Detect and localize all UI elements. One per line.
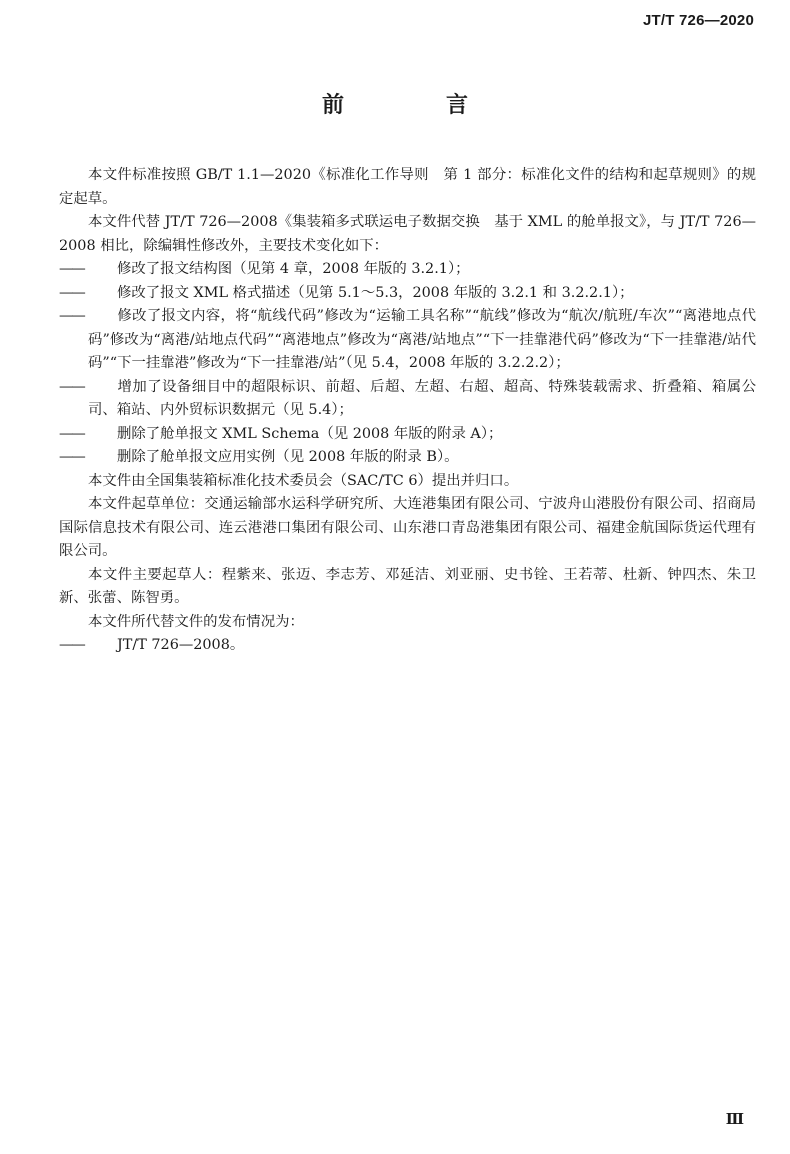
paragraph-replacement: 本文件代替 JT/T 726—2008《集装箱多式联运电子数据交换 基于 XML 的舱单报文》，与 JT/T 726—2008 相比，除编辑性修改外，主要技术变化如下： [59, 214, 756, 254]
dash-mark: —— [59, 449, 84, 465]
foreword-body [59, 164, 756, 658]
change-item-text: 修改了报文 XML 格式描述（见第 5.1～5.3，2008 年版的 3.2.1 和 3.2.2.1）； [117, 284, 634, 301]
change-item-text: 增加了设备细目中的超限标识、前超、后超、左超、右超、超高、特殊装载需求、折叠箱、箱属公司、箱站、内外贸标识数据元（见 5.4）； [88, 378, 756, 418]
paragraph-history-intro: 本文件所代替文件的发布情况为： [88, 613, 304, 630]
document-code: JT/T 726—2020 [643, 12, 754, 29]
history-item [59, 634, 756, 658]
change-item-text: 修改了报文结构图（见第 4 章，2008 年版的 3.2.1）； [117, 261, 470, 277]
dash-mark: —— [59, 284, 84, 301]
change-item-text: 删除了舱单报文 XML Schema（见 2008 年版的附录 A）； [117, 425, 503, 442]
paragraph-committee: 本文件由全国集装箱标准化技术委员会（SAC/TC 6）提出并归口。 [88, 472, 519, 489]
dash-mark: —— [59, 637, 84, 653]
dash-mark: —— [59, 378, 84, 395]
change-item [59, 423, 756, 447]
change-item [59, 305, 756, 376]
change-item [59, 282, 756, 306]
change-item-text: 删除了舱单报文应用实例（见 2008 年版的附录 B）。 [117, 449, 459, 465]
change-item-text: 修改了报文内容，将“航线代码”修改为“运输工具名称”“航线”修改为“航次/航班/车次”“离港地点代码”修改为“离港/站地点代码”“离港地点”修改为“离港/站地点”“下一挂靠港代码”修改为“下一挂靠港/站代码”“下一挂靠港”修改为“下一挂靠港/站”（见 5.4，2008 年版的 3.2.2.2）； [88, 308, 756, 371]
dash-mark: —— [59, 308, 84, 324]
paragraph-drafting-units: 本文件起草单位：交通运输部水运科学研究所、大连港集团有限公司、宁波舟山港股份有限公司、招商局国际信息技术有限公司、连云港港口集团有限公司、山东港口青岛港集团有限公司、福建金航国际货运代理有限公司。 [59, 496, 756, 559]
paragraph-drafting-rules: 本文件标准按照 GB/T 1.1—2020《标准化工作导则 第 1 部分：标准化文件的结构和起草规则》的规定起草。 [59, 167, 756, 207]
dash-mark: —— [59, 261, 84, 277]
page-number: Ⅲ [725, 1110, 744, 1128]
page-title: 前 言 [321, 93, 508, 118]
change-item [59, 258, 756, 282]
change-item [59, 446, 756, 470]
dash-mark: —— [59, 425, 84, 442]
change-item [59, 376, 756, 423]
history-item-text: JT/T 726—2008。 [117, 637, 245, 653]
paragraph-drafters: 本文件主要起草人：程紫来、张迈、李志芳、邓延洁、刘亚丽、史书铨、王若蒂、杜新、钟四杰、朱卫新、张蕾、陈智勇。 [59, 566, 756, 606]
